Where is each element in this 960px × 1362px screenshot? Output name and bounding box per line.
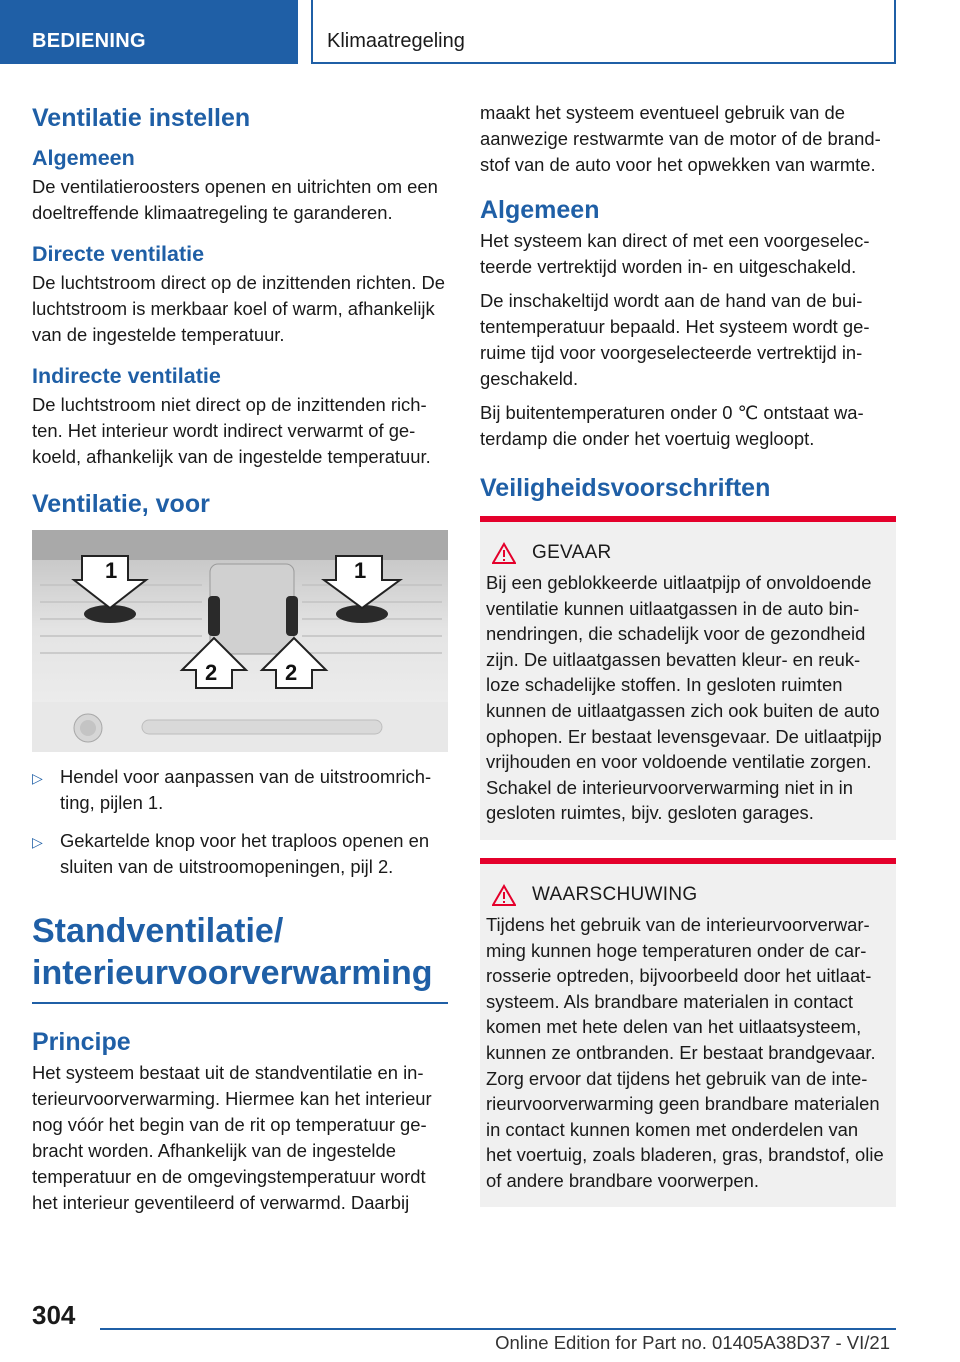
heading-ventilatie-voor: Ventilatie, voor [32, 490, 210, 518]
danger-box [480, 516, 896, 840]
arrow-label-1-right: 1 [354, 558, 367, 583]
chapter-title-line2: interieurvoorverwarming [32, 954, 433, 992]
paragraph-continuation: maakt het systeem eventueel gebruik van de aanwezige restwarmte van de motor of de brandstof van de auto voor het opwekken van warmte. [480, 102, 881, 175]
warning-box [480, 858, 896, 1208]
footer-edition: Online Edition for Part no. 01405A38D37 - VI/21 [495, 1332, 890, 1353]
chapter-title-line1: Standventilatie/ [32, 912, 284, 950]
left-column [32, 96, 448, 1224]
footer-rule [100, 1328, 896, 1330]
warning-text: Tijdens het gebruik van de interieurvoorverwarming kunnen hoge temperaturen onder de carrosserie optreden, bijvoorbeeld door het uitlaatsysteem. Als brandbare materialen in contact komen met hete delen van het uitlaatsysteem, kunnen ze ontbranden. Er bestaat brandgevaar. Zorg ervoor dat tijdens het gebruik van de interieurvoorverwarming geen brandbare materialen in contact kunnen komen met onderdelen van het voertuig, zoals bladeren, gras, brandstof, olie of andere brandbare voorwerpen. [486, 913, 884, 1191]
triangle-bullet-icon: ▷ [32, 834, 43, 850]
warning-header [492, 884, 886, 906]
arrow-label-2-right: 2 [285, 660, 298, 685]
warning-title: WAARSCHUWING [532, 883, 698, 905]
bullet-text: Gekartelde knop voor het traploos openen en sluiten van de uitstroomopeningen, pijl 2. [60, 830, 430, 877]
paragraph-general-3: Bij buitentemperaturen onder 0 ℃ ontstaat waterdamp die onder het voertuig wegloopt. [480, 402, 864, 449]
section-title-ventilatie-instellen: Ventilatie instellen [32, 104, 251, 132]
heading-directe-ventilatie: Directe ventilatie [32, 242, 205, 266]
paragraph-principe: Het systeem bestaat uit de standventilatie en interieurvoorverwarming. Hiermee kan het interieur nog vóór het begin van de rit op temperatuur gebracht worden. Afhankelijk van de ingestelde temperatuur en de omgevingstemperatuur wordt het interieur geventileerd of verwarmd. Daarbij [32, 1062, 432, 1213]
right-thumbwheel [286, 596, 298, 636]
paragraph-directe-ventilatie: De luchtstroom direct op de inzittenden richten. De luchtstroom is merkbaar koel of warm, afhankelijk van de ingestelde temperatuur. [32, 272, 445, 345]
chapter-title-rule [32, 1002, 448, 1004]
warning-triangle-icon [492, 542, 516, 564]
heading-veiligheidsvoorschriften: Veiligheidsvoorschriften [480, 474, 771, 502]
bullet-text: Hendel voor aanpassen van de uitstroomrichting, pijlen 1. [60, 766, 432, 813]
warning-triangle-icon [492, 884, 516, 906]
paragraph-general-2: De inschakeltijd wordt aan de hand van de buitentemperatuur bepaald. Het systeem wordt geruime tijd voor voorgeselecteerde vertrektijd ingeschakeld. [480, 290, 870, 389]
paragraph-indirecte-ventilatie: De luchtstroom niet direct op de inzittenden richten. Het interieur wordt indirect verwarmt of gekoeld, afhankelijk van de ingestelde temperatuur. [32, 394, 431, 467]
heading-algemeen-2: Algemeen [480, 196, 600, 224]
bullet-item [32, 764, 448, 816]
heading-indirecte-ventilatie: Indirecte ventilatie [32, 364, 221, 388]
danger-title: GEVAAR [532, 542, 612, 563]
section-tab: BEDIENING [0, 0, 298, 64]
heading-principe: Principe [32, 1028, 131, 1056]
bullet-item [32, 828, 448, 880]
arrow-label-1-left: 1 [105, 558, 118, 583]
paragraph-algemeen: De ventilatieroosters openen en uitrichten om een doeltreffende klimaatregeling te garanderen. [32, 176, 438, 223]
chapter-title [32, 910, 448, 994]
paragraph-general-1: Het systeem kan direct of met een voorgeselecteerde vertrektijd worden in- en uitgeschakeld. [480, 230, 870, 277]
danger-header [492, 542, 886, 564]
arrow-label-2-left: 2 [205, 660, 218, 685]
danger-text: Bij een geblokkeerde uitlaatpijp of onvoldoende ventilatie kunnen uitlaatgassen in de auto binnendringen, die schadelijk voor de gezondheid zijn. De uitlaatgassen bevatten kleur- en reukloze schadelijke stoffen. In gesloten ruimten kunnen de uitlaatgassen zich ook buiten de auto ophopen. Er bestaat levensgevaar. De uitlaatpijp vrijhouden en voor voldoende ventilatie zorgen. Schakel de interieurvoorverwarming niet in in gesloten ruimtes, bijv. gesloten garages. [486, 572, 882, 824]
left-thumbwheel [208, 596, 220, 636]
page-number: 304 [32, 1300, 76, 1330]
chapter-tab: Klimaatregeling [311, 0, 896, 64]
vent-figure [32, 530, 448, 752]
triangle-bullet-icon: ▷ [32, 770, 43, 786]
heading-algemeen: Algemeen [32, 146, 135, 170]
right-column [480, 100, 896, 1225]
